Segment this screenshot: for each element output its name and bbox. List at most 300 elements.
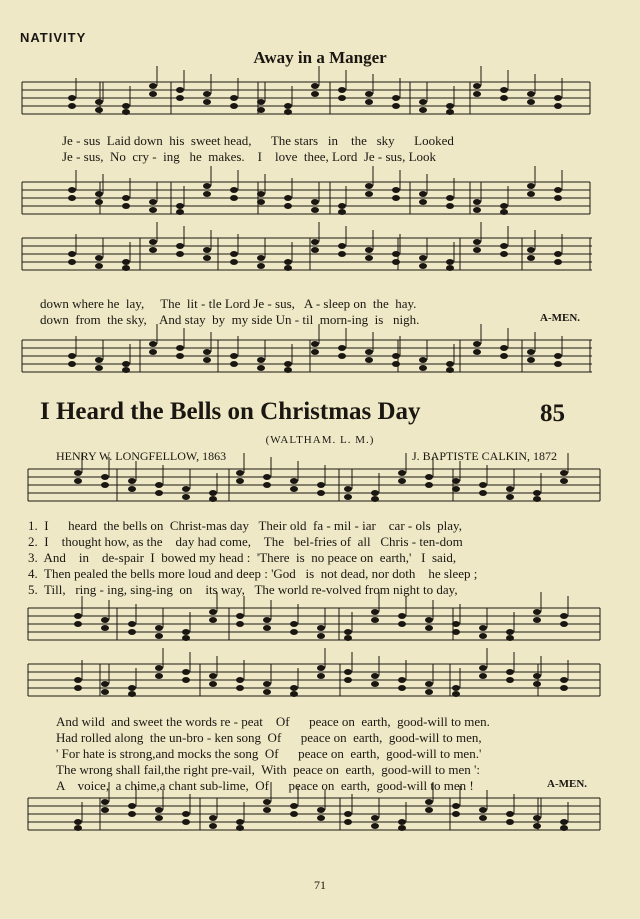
note-head [176, 95, 184, 101]
note-head [473, 341, 481, 347]
note-head [554, 353, 562, 359]
note-head [425, 807, 433, 813]
note-head [344, 811, 352, 817]
note-head [290, 691, 298, 697]
note-head [263, 689, 271, 695]
note-head [176, 251, 184, 257]
note-head [263, 681, 271, 687]
note-head [479, 490, 487, 496]
note-head [479, 807, 487, 813]
lyrics-verse-2: down from the sky, And stay by my side Un - til morn-ing is nigh. [40, 312, 420, 327]
note-head [398, 470, 406, 476]
note-head [479, 673, 487, 679]
note-head [209, 823, 217, 829]
note-head [317, 625, 325, 631]
note-head [392, 361, 400, 367]
note-head [527, 247, 535, 253]
note-head [209, 815, 217, 821]
note-head [236, 621, 244, 627]
note-head [419, 255, 427, 261]
note-head [506, 635, 514, 641]
note-head [203, 191, 211, 197]
note-head [101, 474, 109, 480]
note-head [95, 191, 103, 197]
note-head [209, 490, 217, 496]
note-head [560, 478, 568, 484]
lyrics-verse-1: Je - sus Laid down his sweet head, The stars in the sky Looked [62, 133, 454, 148]
note-head [68, 251, 76, 257]
note-head [74, 819, 82, 825]
note-head [290, 803, 298, 809]
note-head [533, 609, 541, 615]
note-head [317, 815, 325, 821]
note-head [398, 819, 406, 825]
note-head [257, 107, 265, 113]
note-head [338, 345, 346, 351]
note-head [74, 621, 82, 627]
note-head [506, 494, 514, 500]
note-head [317, 633, 325, 639]
note-head [479, 625, 487, 631]
note-head [446, 367, 454, 373]
note-head [425, 474, 433, 480]
note-head [479, 665, 487, 671]
section-header: NATIVITY [20, 30, 87, 45]
note-head [128, 685, 136, 691]
note-head [344, 819, 352, 825]
note-head [479, 633, 487, 639]
note-head [203, 349, 211, 355]
note-head [236, 819, 244, 825]
lyrics-verse-3: 3. And in de-spair I bowed my head : 'There is no peace on earth,' I said, [28, 550, 457, 565]
note-head [425, 625, 433, 631]
note-head [452, 803, 460, 809]
note-head [263, 799, 271, 805]
lyrics-verse-5: 5. Till, ring - ing, sing-ing on its way, The world re-volved from night to day, [28, 582, 458, 597]
note-head [419, 99, 427, 105]
note-head [122, 367, 130, 373]
note-head [290, 811, 298, 817]
note-head [236, 677, 244, 683]
note-head [344, 669, 352, 675]
lyrics-verse-1: 1. I heard the bells on Christ-mas day Their old fa - mil - iar car - ols play, [28, 518, 462, 533]
note-head [236, 685, 244, 691]
note-head [182, 494, 190, 500]
note-head [257, 255, 265, 261]
lyrics-verse-3: ' For hate is strong,and mocks the song Of peace on earth, good-will to men.' [56, 746, 482, 761]
note-head [203, 255, 211, 261]
note-head [176, 353, 184, 359]
note-head [452, 691, 460, 697]
note-head [230, 195, 238, 201]
note-head [122, 195, 130, 201]
note-head [311, 349, 319, 355]
note-head [101, 799, 109, 805]
note-head [230, 353, 238, 359]
note-head [365, 247, 373, 253]
note-head [506, 819, 514, 825]
note-head [527, 91, 535, 97]
author-credit: HENRY W. LONGFELLOW, 1863 [56, 449, 227, 463]
note-head [560, 677, 568, 683]
note-head [263, 474, 271, 480]
amen-label: A-MEN. [540, 312, 581, 324]
lyrics-verse-2: Je - sus, No cry - ing he makes. I love thee, Lord Je - sus, Look [62, 149, 437, 164]
note-head [527, 99, 535, 105]
note-head [101, 689, 109, 695]
note-head [74, 613, 82, 619]
note-head [317, 807, 325, 813]
note-head [527, 191, 535, 197]
note-head [311, 83, 319, 89]
note-head [209, 673, 217, 679]
hymn-title: I Heard the Bells on Christmas Day [40, 398, 421, 425]
note-head [101, 625, 109, 631]
note-head [533, 681, 541, 687]
note-head [473, 83, 481, 89]
note-head [209, 617, 217, 623]
hymn-title: Away in a Manger [253, 48, 387, 67]
note-head [425, 681, 433, 687]
note-head [365, 349, 373, 355]
note-head [284, 195, 292, 201]
note-head [257, 365, 265, 371]
note-head [392, 95, 400, 101]
note-head [257, 263, 265, 269]
note-head [149, 199, 157, 205]
note-head [311, 207, 319, 213]
note-head [149, 341, 157, 347]
note-head [101, 617, 109, 623]
note-head [176, 203, 184, 209]
note-head [398, 613, 406, 619]
note-head [284, 367, 292, 373]
note-head [263, 625, 271, 631]
note-head [473, 199, 481, 205]
note-head [122, 265, 130, 271]
note-head [554, 95, 562, 101]
note-head [311, 247, 319, 253]
note-head [209, 609, 217, 615]
lyrics-verse-1: And wild and sweet the words re - peat Of peace on earth, good-will to men. [56, 714, 490, 729]
note-head [533, 815, 541, 821]
note-head [506, 811, 514, 817]
note-head [95, 199, 103, 205]
note-head [290, 685, 298, 691]
lyrics-verse-4: 4. Then pealed the bells more loud and deep : 'God is not dead, nor doth he sleep ; [28, 566, 478, 581]
note-head [284, 361, 292, 367]
note-head [155, 665, 163, 671]
note-head [290, 486, 298, 492]
note-head [128, 621, 136, 627]
hymn-number: 85 [540, 400, 565, 427]
note-head [446, 259, 454, 265]
note-head [365, 91, 373, 97]
note-head [230, 95, 238, 101]
note-head [500, 203, 508, 209]
note-head [311, 341, 319, 347]
note-head [527, 183, 535, 189]
note-head [533, 673, 541, 679]
note-head [560, 819, 568, 825]
note-head [419, 199, 427, 205]
note-head [95, 99, 103, 105]
note-head [452, 621, 460, 627]
note-head [560, 621, 568, 627]
note-head [338, 203, 346, 209]
note-head [311, 199, 319, 205]
note-head [230, 187, 238, 193]
lyrics-verse-4: The wrong shall fail,the right pre-vail, With peace on earth, good-will to men ': [56, 762, 480, 777]
note-head [365, 191, 373, 197]
note-head [128, 478, 136, 484]
note-head [209, 681, 217, 687]
note-head [230, 103, 238, 109]
note-head [68, 103, 76, 109]
note-head [398, 478, 406, 484]
note-head [284, 103, 292, 109]
note-head [473, 91, 481, 97]
lyrics-verse-5: A voice, a chime,a chant sub-lime, Of peace on earth, good-will to men ! [56, 778, 474, 793]
note-head [128, 811, 136, 817]
note-head [122, 361, 130, 367]
note-head [398, 621, 406, 627]
note-head [344, 486, 352, 492]
note-head [257, 191, 265, 197]
note-head [500, 87, 508, 93]
note-head [95, 365, 103, 371]
note-head [236, 470, 244, 476]
note-head [128, 691, 136, 697]
note-head [257, 357, 265, 363]
note-head [155, 625, 163, 631]
note-head [365, 357, 373, 363]
note-head [263, 807, 271, 813]
note-head [155, 482, 163, 488]
note-head [284, 109, 292, 115]
note-head [317, 482, 325, 488]
note-head [284, 259, 292, 265]
note-head [398, 825, 406, 831]
note-head [500, 243, 508, 249]
note-head [155, 673, 163, 679]
note-head [176, 87, 184, 93]
note-head [74, 685, 82, 691]
note-head [338, 243, 346, 249]
note-head [500, 95, 508, 101]
note-head [182, 486, 190, 492]
note-head [101, 482, 109, 488]
note-head [182, 811, 190, 817]
note-head [533, 823, 541, 829]
note-head [425, 482, 433, 488]
note-head [425, 689, 433, 695]
note-head [122, 259, 130, 265]
note-head [371, 609, 379, 615]
note-head [284, 203, 292, 209]
note-head [419, 365, 427, 371]
note-head [95, 107, 103, 113]
note-head [446, 195, 454, 201]
note-head [338, 353, 346, 359]
note-head [203, 183, 211, 189]
note-head [533, 617, 541, 623]
note-head [452, 811, 460, 817]
note-head [263, 617, 271, 623]
note-head [338, 209, 346, 215]
note-head [344, 677, 352, 683]
note-head [500, 345, 508, 351]
note-head [506, 486, 514, 492]
note-head [371, 823, 379, 829]
note-head [371, 815, 379, 821]
note-head [122, 203, 130, 209]
note-head [500, 209, 508, 215]
note-head [74, 677, 82, 683]
note-head [425, 617, 433, 623]
note-head [128, 803, 136, 809]
note-head [230, 361, 238, 367]
note-head [149, 91, 157, 97]
note-head [371, 617, 379, 623]
note-head [419, 357, 427, 363]
note-head [155, 633, 163, 639]
note-head [95, 255, 103, 261]
note-head [371, 681, 379, 687]
note-head [176, 345, 184, 351]
note-head [128, 629, 136, 635]
note-head [230, 259, 238, 265]
note-head [311, 91, 319, 97]
note-head [473, 247, 481, 253]
note-head [392, 353, 400, 359]
note-head [182, 819, 190, 825]
note-head [419, 107, 427, 113]
note-head [473, 239, 481, 245]
note-head [479, 815, 487, 821]
note-head [257, 199, 265, 205]
note-head [95, 357, 103, 363]
note-head [452, 685, 460, 691]
note-head [311, 239, 319, 245]
note-head [398, 677, 406, 683]
note-head [317, 665, 325, 671]
note-head [155, 815, 163, 821]
note-head [149, 83, 157, 89]
note-head [290, 629, 298, 635]
note-head [479, 482, 487, 488]
note-head [257, 99, 265, 105]
note-head [290, 621, 298, 627]
note-head [68, 259, 76, 265]
note-head [101, 681, 109, 687]
note-head [554, 195, 562, 201]
note-head [74, 470, 82, 476]
note-head [527, 255, 535, 261]
note-head [338, 251, 346, 257]
note-head [560, 685, 568, 691]
note-head [182, 635, 190, 641]
note-head [284, 265, 292, 271]
note-head [149, 207, 157, 213]
note-head [392, 187, 400, 193]
note-head [149, 349, 157, 355]
note-head [527, 357, 535, 363]
note-head [452, 629, 460, 635]
note-head [317, 490, 325, 496]
note-head [230, 251, 238, 257]
note-head [101, 807, 109, 813]
note-head [68, 353, 76, 359]
note-head [338, 95, 346, 101]
note-head [203, 357, 211, 363]
note-head [236, 613, 244, 619]
note-head [122, 109, 130, 115]
note-head [425, 799, 433, 805]
note-head [446, 265, 454, 271]
lyrics-verse-2: Had rolled along the un-bro - ken song Of peace on earth, good-will to men, [56, 730, 482, 745]
note-head [506, 669, 514, 675]
note-head [398, 685, 406, 691]
lyrics-verse-2: 2. I thought how, as the day had come, The bel-fries of all Chris - ten-dom [28, 534, 463, 549]
note-head [371, 496, 379, 502]
note-head [182, 669, 190, 675]
note-head [155, 807, 163, 813]
note-head [452, 486, 460, 492]
note-head [554, 361, 562, 367]
note-head [344, 629, 352, 635]
note-head [446, 109, 454, 115]
note-head [473, 349, 481, 355]
note-head [506, 629, 514, 635]
note-head [527, 349, 535, 355]
note-head [452, 478, 460, 484]
note-head [392, 195, 400, 201]
note-head [155, 490, 163, 496]
note-head [560, 613, 568, 619]
note-head [203, 247, 211, 253]
note-head [95, 263, 103, 269]
note-head [554, 251, 562, 257]
note-head [236, 825, 244, 831]
note-head [446, 103, 454, 109]
note-head [533, 490, 541, 496]
note-head [371, 673, 379, 679]
note-head [236, 478, 244, 484]
note-head [365, 183, 373, 189]
note-head [365, 99, 373, 105]
note-head [554, 259, 562, 265]
note-head [344, 494, 352, 500]
note-head [446, 203, 454, 209]
note-head [500, 251, 508, 257]
page-number: 71 [314, 878, 326, 892]
composer-credit: J. BAPTISTE CALKIN, 1872 [412, 449, 558, 463]
note-head [182, 677, 190, 683]
note-head [68, 95, 76, 101]
note-head [182, 629, 190, 635]
note-head [371, 490, 379, 496]
note-head [68, 361, 76, 367]
note-head [392, 259, 400, 265]
note-head [149, 247, 157, 253]
note-head [554, 103, 562, 109]
note-head [344, 635, 352, 641]
note-head [122, 103, 130, 109]
note-head [74, 478, 82, 484]
note-head [176, 243, 184, 249]
note-head [74, 825, 82, 831]
